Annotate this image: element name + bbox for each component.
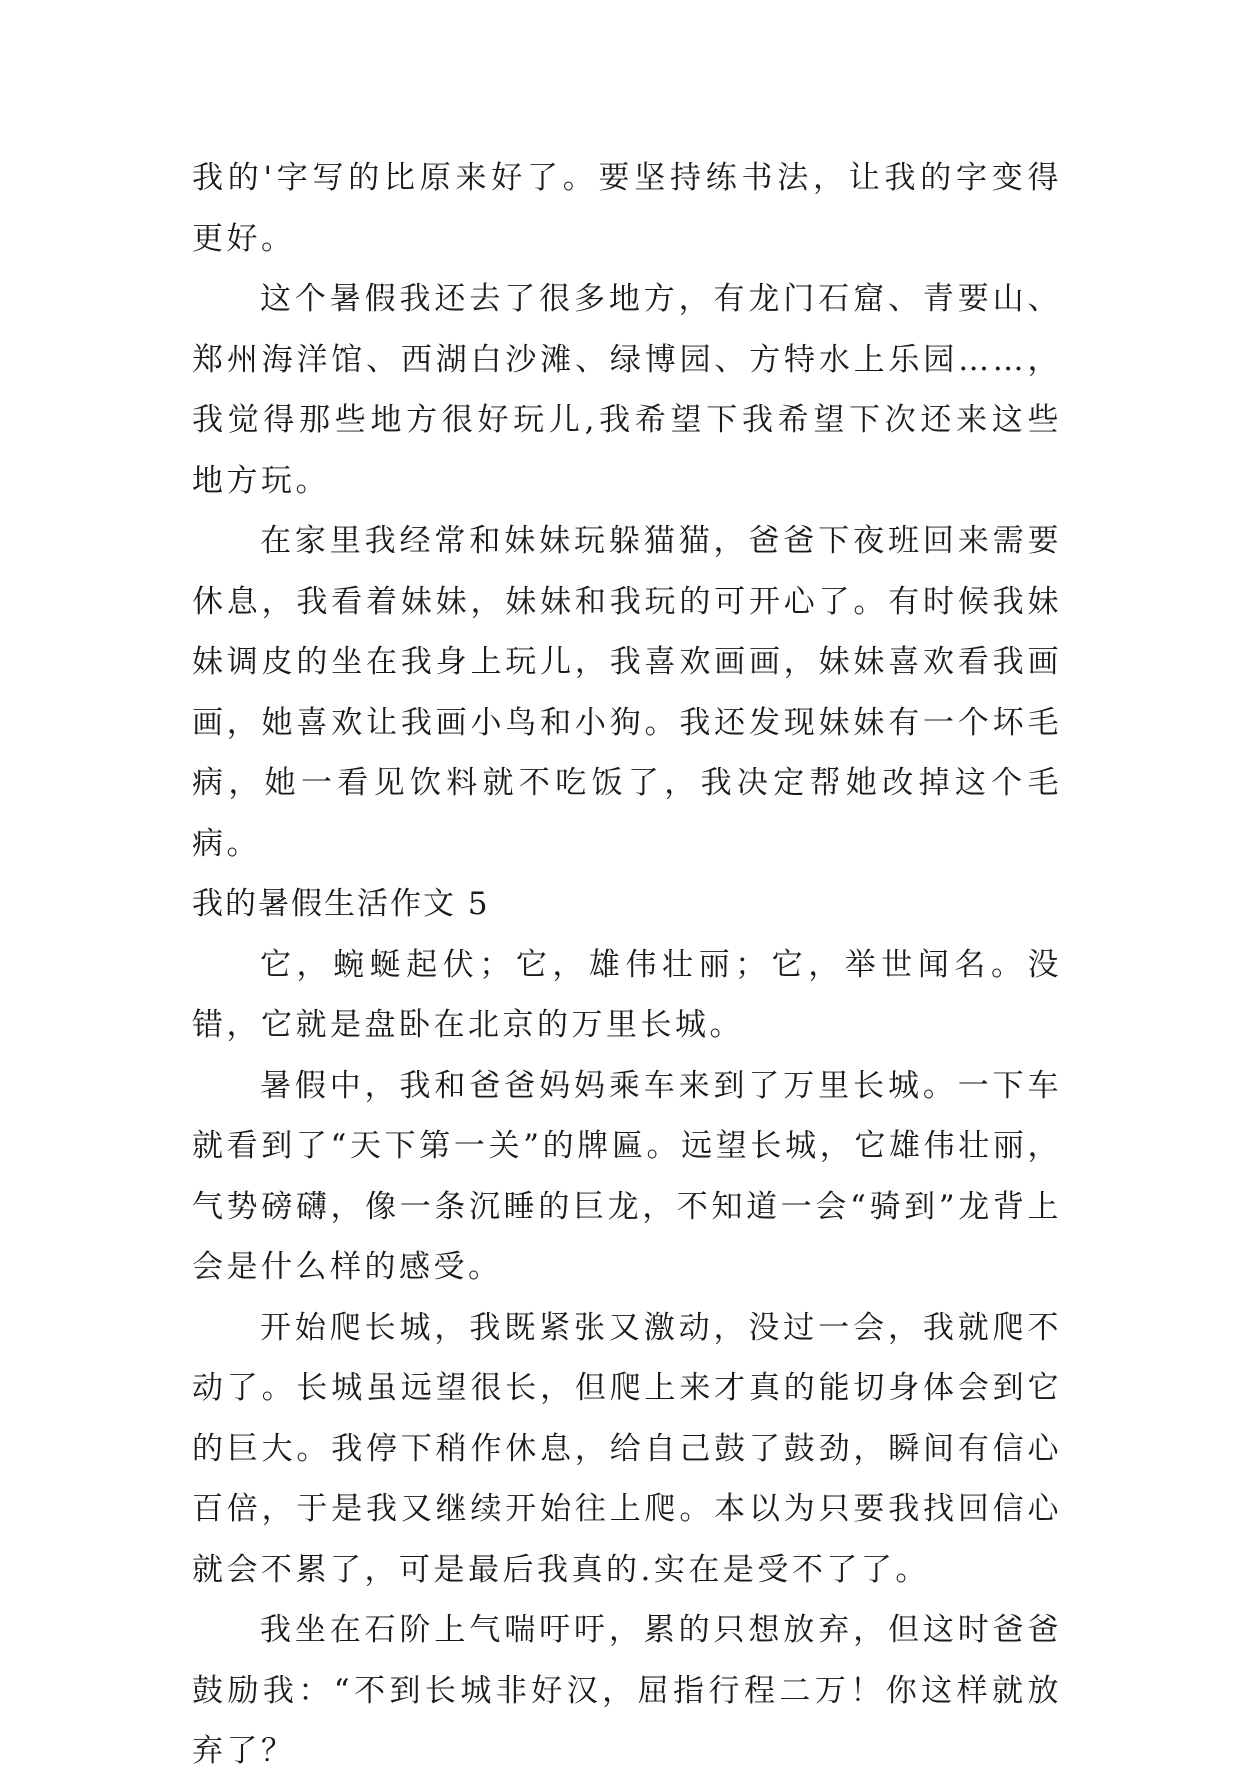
paragraph-arrival: 暑假中，我和爸爸妈妈乘车来到了万里长城。一下车就看到了“天下第一关”的牌匾。远望长城，它雄伟壮丽，气势磅礴，像一条沉睡的巨龙，不知道一会“骑到”龙背上会是什么样的感受。 [192,1067,1062,1285]
document-page [192,148,1062,1782]
paragraph-climbing: 开始爬长城，我既紧张又激动，没过一会，我就爬不动了。长城虽远望很长，但爬上来才真的能切身体会到它的巨大。我停下稍作休息，给自己鼓了鼓劲，瞬间有信心百倍，于是我又继续开始往上爬。本以为只要我找回信心就会不累了，可是最后我真的.实在是受不了了。 [192,1309,1062,1588]
paragraph-father-encourages: 我坐在石阶上气喘吁吁，累的只想放弃，但这时爸爸鼓励我：“不到长城非好汉，屈指行程二万！你这样就放弃了？ [192,1612,1062,1769]
paragraph-places-visited: 这个暑假我还去了很多地方，有龙门石窟、青要山、郑州海洋馆、西湖白沙滩、绿博园、方特水上乐园……，我觉得那些地方很好玩儿,我希望下我希望下次还来这些地方玩。 [192,281,1062,499]
paragraph-calligraphy: 我的'字写的比原来好了。要坚持练书法，让我的字变得更好。 [192,160,1062,257]
essay-title: 我的暑假生活作文 5 [192,886,490,922]
paragraph-great-wall-intro: 它，蜿蜒起伏；它，雄伟壮丽；它，举世闻名。没错，它就是盘卧在北京的万里长城。 [192,946,1062,1043]
paragraph-playing-with-sister: 在家里我经常和妹妹玩躲猫猫，爸爸下夜班回来需要休息，我看着妹妹，妹妹和我玩的可开心了。有时候我妹妹调皮的坐在我身上玩儿，我喜欢画画，妹妹喜欢看我画画，她喜欢让我画小鸟和小狗。我还发现妹妹有一个坏毛病，她一看见饮料就不吃饭了，我决定帮她改掉这个毛病。 [192,523,1062,862]
